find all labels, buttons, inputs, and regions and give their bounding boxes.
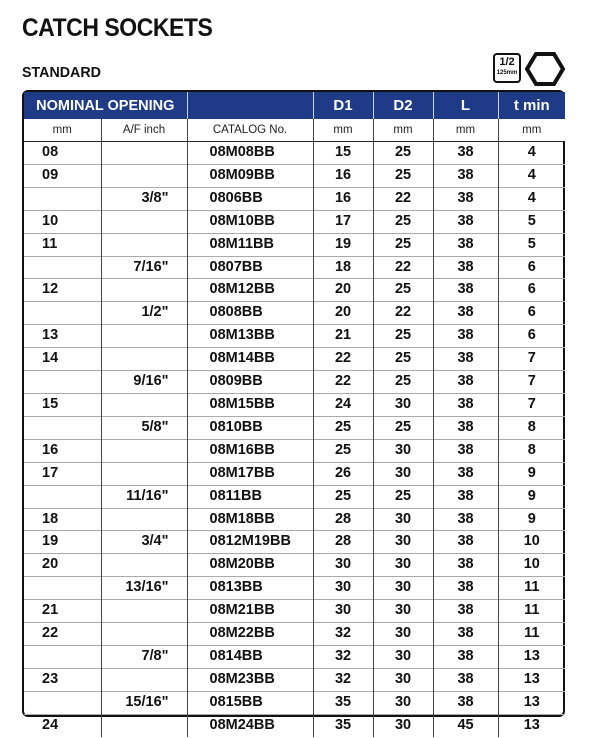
cell-d2: 25 — [373, 348, 433, 371]
cell-d2: 30 — [373, 393, 433, 416]
cell-d2: 25 — [373, 164, 433, 187]
cell-tmin: 4 — [498, 142, 565, 165]
cell-tmin: 10 — [498, 554, 565, 577]
cell-l: 38 — [433, 348, 498, 371]
cell-d1: 17 — [313, 210, 373, 233]
unit-l: mm — [433, 119, 498, 142]
cell-d2: 30 — [373, 691, 433, 714]
l-header: L — [433, 92, 498, 119]
cell-tmin: 11 — [498, 623, 565, 646]
cell-mm: 12 — [24, 279, 101, 302]
cell-l: 38 — [433, 623, 498, 646]
cell-mm: 09 — [24, 164, 101, 187]
unit-af-inch: A/F inch — [101, 119, 187, 142]
header-row-top — [24, 92, 565, 119]
cell-mm: 19 — [24, 531, 101, 554]
cell-catalog-no: 0812M19BB — [187, 531, 313, 554]
cell-tmin: 10 — [498, 531, 565, 554]
socket-spec-table — [22, 90, 565, 733]
cell-af-inch — [101, 325, 187, 348]
cell-af-inch — [101, 393, 187, 416]
cell-l: 38 — [433, 668, 498, 691]
cell-l: 38 — [433, 371, 498, 394]
cell-d1: 30 — [313, 600, 373, 623]
cell-mm: 14 — [24, 348, 101, 371]
cell-catalog-no: 08M13BB — [187, 325, 313, 348]
cell-d2: 30 — [373, 668, 433, 691]
cell-l: 38 — [433, 302, 498, 325]
cell-af-inch — [101, 462, 187, 485]
table-row — [24, 142, 565, 165]
cell-l: 38 — [433, 256, 498, 279]
cell-af-inch — [101, 668, 187, 691]
table-row — [24, 462, 565, 485]
cell-d2: 30 — [373, 439, 433, 462]
cell-mm: 10 — [24, 210, 101, 233]
cell-mm — [24, 416, 101, 439]
cell-af-inch — [101, 210, 187, 233]
cell-d1: 24 — [313, 393, 373, 416]
cell-d1: 21 — [313, 325, 373, 348]
cell-d1: 15 — [313, 142, 373, 165]
cell-tmin: 9 — [498, 462, 565, 485]
cell-tmin: 7 — [498, 348, 565, 371]
cell-mm: 11 — [24, 233, 101, 256]
cell-d1: 18 — [313, 256, 373, 279]
cell-d2: 30 — [373, 600, 433, 623]
unit-catalog: CATALOG No. — [187, 119, 313, 142]
cell-l: 38 — [433, 691, 498, 714]
cell-tmin: 9 — [498, 485, 565, 508]
cell-tmin: 5 — [498, 210, 565, 233]
cell-d2: 25 — [373, 325, 433, 348]
table-row — [24, 554, 565, 577]
drive-size-badge — [493, 53, 521, 83]
table-row — [24, 279, 565, 302]
cell-d2: 25 — [373, 142, 433, 165]
cell-d2: 30 — [373, 577, 433, 600]
cell-mm: 16 — [24, 439, 101, 462]
cell-af-inch — [101, 600, 187, 623]
table-row — [24, 302, 565, 325]
cell-af-inch: 3/8" — [101, 187, 187, 210]
cell-af-inch: 3/4" — [101, 531, 187, 554]
cell-d2: 22 — [373, 302, 433, 325]
cell-tmin: 5 — [498, 233, 565, 256]
table-row — [24, 439, 565, 462]
cell-l: 38 — [433, 233, 498, 256]
cell-l: 38 — [433, 577, 498, 600]
cell-l: 38 — [433, 554, 498, 577]
cell-tmin: 9 — [498, 508, 565, 531]
table-row — [24, 164, 565, 187]
table-row — [24, 485, 565, 508]
cell-catalog-no: 08M11BB — [187, 233, 313, 256]
cell-tmin: 6 — [498, 325, 565, 348]
cell-d2: 25 — [373, 210, 433, 233]
cell-mm — [24, 691, 101, 714]
cell-d2: 30 — [373, 508, 433, 531]
cell-catalog-no: 0807BB — [187, 256, 313, 279]
cell-mm — [24, 577, 101, 600]
cell-l: 38 — [433, 531, 498, 554]
cell-catalog-no: 08M22BB — [187, 623, 313, 646]
cell-catalog-no: 08M08BB — [187, 142, 313, 165]
cell-af-inch: 1/2" — [101, 302, 187, 325]
catalog-header-blank — [187, 92, 313, 119]
cell-d1: 25 — [313, 439, 373, 462]
table-row — [24, 508, 565, 531]
cell-d1: 35 — [313, 691, 373, 714]
table-row — [24, 531, 565, 554]
cell-mm — [24, 302, 101, 325]
cell-d1: 22 — [313, 348, 373, 371]
table-row — [24, 691, 565, 714]
cell-d2: 30 — [373, 554, 433, 577]
cell-catalog-no: 08M21BB — [187, 600, 313, 623]
cell-d2: 22 — [373, 256, 433, 279]
cell-mm: 15 — [24, 393, 101, 416]
cell-af-inch — [101, 142, 187, 165]
cell-d1: 25 — [313, 416, 373, 439]
cell-d1: 20 — [313, 279, 373, 302]
cell-d2: 22 — [373, 187, 433, 210]
table-row — [24, 600, 565, 623]
cell-af-inch: 9/16" — [101, 371, 187, 394]
cell-af-inch: 7/16" — [101, 256, 187, 279]
cell-mm: 08 — [42, 144, 59, 160]
d2-header: D2 — [373, 92, 433, 119]
cell-d2: 25 — [373, 485, 433, 508]
cell-catalog-no: 08M14BB — [187, 348, 313, 371]
cell-d2: 30 — [373, 714, 433, 736]
cell-mm: 17 — [24, 462, 101, 485]
page-title: CATCH SOCKETS — [22, 14, 213, 42]
table-row — [24, 416, 565, 439]
cell-d2: 25 — [373, 416, 433, 439]
table-row — [24, 256, 565, 279]
cell-af-inch — [101, 508, 187, 531]
cell-catalog-no: 08M09BB — [187, 164, 313, 187]
cell-mm: 18 — [24, 508, 101, 531]
cell-mm — [24, 187, 101, 210]
cell-d1: 28 — [313, 508, 373, 531]
cell-catalog-no: 0809BB — [187, 371, 313, 394]
cell-mm: 20 — [24, 554, 101, 577]
unit-tmin: mm — [498, 119, 565, 142]
cell-d1: 28 — [313, 531, 373, 554]
cell-l: 38 — [433, 645, 498, 668]
unit-mm: mm — [24, 119, 101, 142]
cell-d2: 25 — [373, 371, 433, 394]
table-row — [24, 577, 565, 600]
cell-catalog-no: 08M18BB — [187, 508, 313, 531]
tmin-header: t min — [498, 92, 565, 119]
cell-d1: 32 — [313, 668, 373, 691]
cell-l: 38 — [433, 187, 498, 210]
cell-af-inch — [101, 348, 187, 371]
cell-catalog-no: 08M16BB — [187, 439, 313, 462]
cell-catalog-no: 08M10BB — [187, 210, 313, 233]
cell-l: 38 — [433, 416, 498, 439]
table-row — [24, 623, 565, 646]
table-row — [24, 668, 565, 691]
cell-tmin: 6 — [498, 302, 565, 325]
cell-mm — [24, 371, 101, 394]
spec-table — [24, 92, 565, 737]
cell-catalog-no: 0808BB — [187, 302, 313, 325]
cell-tmin: 8 — [498, 439, 565, 462]
cell-l: 38 — [433, 485, 498, 508]
cell-d2: 30 — [373, 462, 433, 485]
cell-mm: 24 — [24, 714, 101, 736]
cell-tmin: 7 — [498, 393, 565, 416]
table-row — [24, 325, 565, 348]
cell-d1: 30 — [313, 554, 373, 577]
cell-d1: 20 — [313, 302, 373, 325]
unit-d2: mm — [373, 119, 433, 142]
header-row-units — [24, 119, 565, 142]
cell-l: 38 — [433, 142, 498, 165]
cell-d1: 32 — [313, 623, 373, 646]
cell-d1: 32 — [313, 645, 373, 668]
cell-catalog-no: 0810BB — [187, 416, 313, 439]
table-body — [24, 142, 565, 737]
cell-mm: 21 — [24, 600, 101, 623]
hexagon-icon — [525, 52, 565, 86]
cell-af-inch — [101, 279, 187, 302]
cell-d2: 25 — [373, 279, 433, 302]
cell-d2: 30 — [373, 645, 433, 668]
cell-tmin: 11 — [498, 600, 565, 623]
cell-catalog-no: 08M12BB — [187, 279, 313, 302]
cell-catalog-no: 08M20BB — [187, 554, 313, 577]
cell-tmin: 6 — [498, 279, 565, 302]
table-row — [24, 371, 565, 394]
cell-d1: 25 — [313, 485, 373, 508]
unit-d1: mm — [313, 119, 373, 142]
cell-af-inch: 15/16" — [101, 691, 187, 714]
d1-header: D1 — [313, 92, 373, 119]
cell-l: 38 — [433, 508, 498, 531]
nominal-opening-header: NOMINAL OPENING — [24, 92, 187, 119]
table-row — [24, 393, 565, 416]
cell-mm: 22 — [24, 623, 101, 646]
cell-tmin: 13 — [498, 714, 565, 736]
cell-tmin: 13 — [498, 668, 565, 691]
cell-d1: 26 — [313, 462, 373, 485]
cell-af-inch — [101, 714, 187, 736]
table-row — [24, 645, 565, 668]
cell-af-inch — [101, 164, 187, 187]
cell-catalog-no: 08M24BB — [187, 714, 313, 736]
drive-size-fraction: 1/2 — [499, 56, 515, 68]
cell-d1: 35 — [313, 714, 373, 736]
table-row — [24, 210, 565, 233]
cell-catalog-no: 0811BB — [187, 485, 313, 508]
cell-d2: 25 — [373, 233, 433, 256]
cell-mm — [24, 256, 101, 279]
cell-af-inch — [101, 623, 187, 646]
cell-d1: 30 — [313, 577, 373, 600]
cell-tmin: 7 — [498, 371, 565, 394]
cell-af-inch — [101, 439, 187, 462]
cell-l: 38 — [433, 164, 498, 187]
section-subtitle: STANDARD — [22, 64, 101, 81]
cell-af-inch: 7/8" — [101, 645, 187, 668]
cell-catalog-no: 0813BB — [187, 577, 313, 600]
cell-tmin: 4 — [498, 164, 565, 187]
cell-d1: 22 — [313, 371, 373, 394]
cell-l: 38 — [433, 210, 498, 233]
cell-catalog-no: 0806BB — [187, 187, 313, 210]
table-row — [24, 714, 565, 736]
cell-catalog-no: 08M23BB — [187, 668, 313, 691]
cell-tmin: 13 — [498, 645, 565, 668]
cell-af-inch — [101, 233, 187, 256]
table-row — [24, 348, 565, 371]
cell-catalog-no: 0815BB — [187, 691, 313, 714]
cell-l: 38 — [433, 462, 498, 485]
cell-l: 38 — [433, 279, 498, 302]
cell-tmin: 8 — [498, 416, 565, 439]
cell-af-inch: 13/16" — [101, 577, 187, 600]
cell-tmin: 6 — [498, 256, 565, 279]
table-row — [24, 233, 565, 256]
cell-l: 45 — [433, 714, 498, 736]
cell-mm: 13 — [24, 325, 101, 348]
cell-tmin: 4 — [498, 187, 565, 210]
cell-l: 38 — [433, 393, 498, 416]
cell-mm: 23 — [24, 668, 101, 691]
cell-d2: 30 — [373, 531, 433, 554]
cell-tmin: 11 — [498, 577, 565, 600]
cell-af-inch: 5/8" — [101, 416, 187, 439]
cell-d1: 19 — [313, 233, 373, 256]
cell-l: 38 — [433, 600, 498, 623]
cell-d1: 16 — [313, 164, 373, 187]
cell-mm — [24, 485, 101, 508]
cell-af-inch: 11/16" — [101, 485, 187, 508]
cell-l: 38 — [433, 325, 498, 348]
cell-catalog-no: 08M15BB — [187, 393, 313, 416]
cell-catalog-no: 08M17BB — [187, 462, 313, 485]
cell-d2: 30 — [373, 623, 433, 646]
cell-tmin: 13 — [498, 691, 565, 714]
cell-mm — [24, 645, 101, 668]
cell-af-inch — [101, 554, 187, 577]
drive-size-sub: 125mm — [496, 70, 518, 76]
cell-d1: 16 — [313, 187, 373, 210]
cell-catalog-no: 0814BB — [187, 645, 313, 668]
cell-l: 38 — [433, 439, 498, 462]
table-row — [24, 187, 565, 210]
